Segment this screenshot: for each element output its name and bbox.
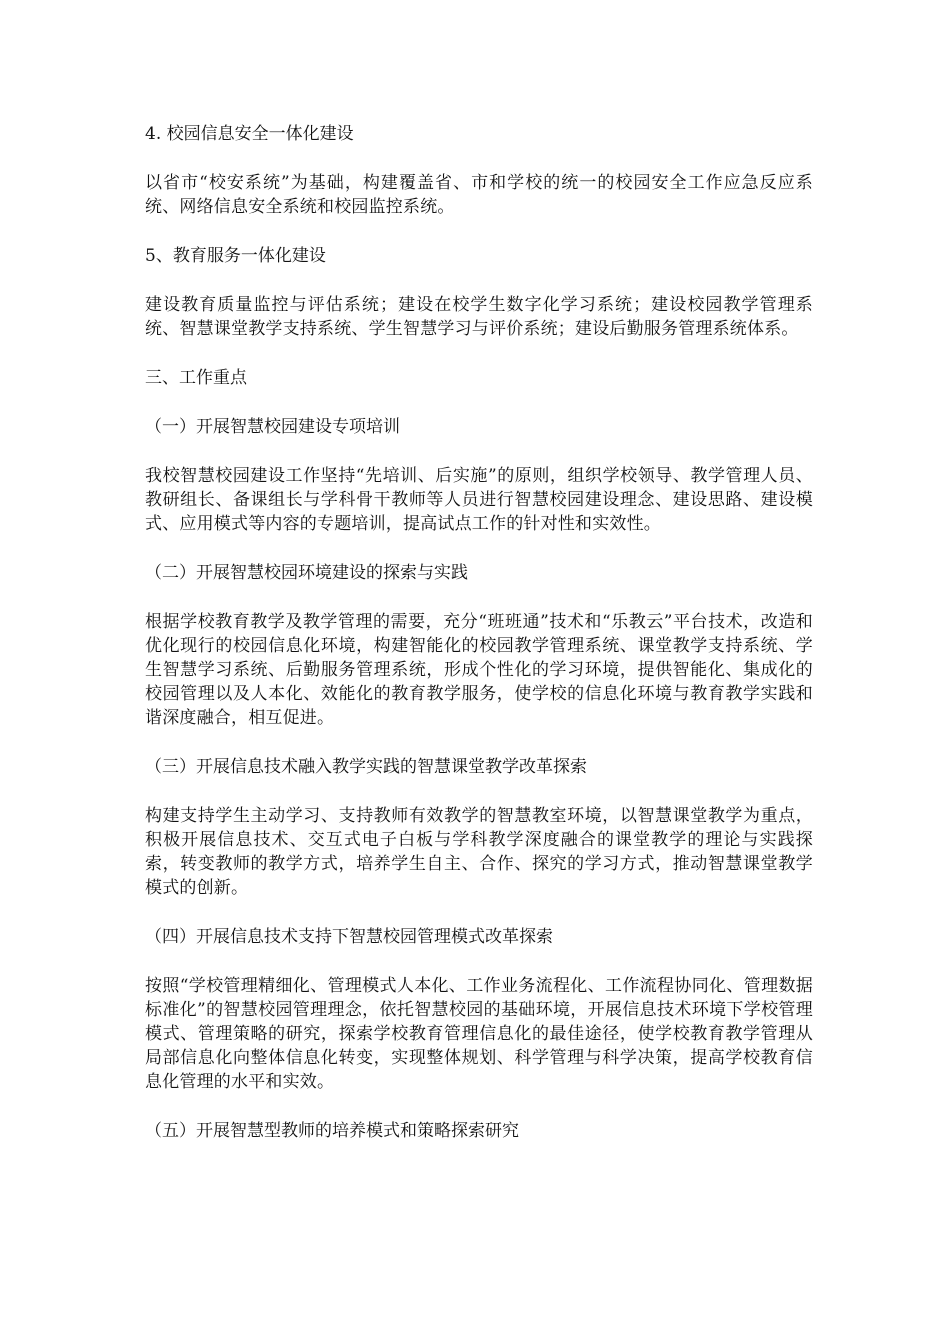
subsection-heading-5: （五）开展智慧型教师的培养模式和策略探索研究 xyxy=(145,1121,519,1141)
section-heading-campus-security: 4. 校园信息安全一体化建设 xyxy=(145,124,354,144)
subsection-heading-3: （三）开展信息技术融入教学实践的智慧课堂教学改革探索 xyxy=(145,757,587,777)
subsection-heading-4: （四）开展信息技术支持下智慧校园管理模式改革探索 xyxy=(145,927,553,947)
paragraph-campus-security: 以省市“校安系统”为基础，构建覆盖省、市和学校的统一的校园安全工作应急反应系统、网络信息安全系统和校园监控系统。 xyxy=(145,173,813,217)
paragraph-subsection-2: 根据学校教育教学及教学管理的需要，充分“班班通”技术和“乐教云”平台技术，改造和优化现行的校园信息化环境，构建智能化的校园教学管理系统、课堂教学支持系统、学生智慧学习系统、后勤服务管理系统，形成个性化的学习环境，提供智能化、集成化的校园管理以及人本化、效能化的教育教学服务，使学校的信息化环境与教育教学实践和谐深度融合，相互促进。 xyxy=(145,612,813,728)
paragraph-subsection-1: 我校智慧校园建设工作坚持“先培训、后实施”的原则，组织学校领导、教学管理人员、教研组长、备课组长与学科骨干教师等人员进行智慧校园建设理念、建设思路、建设模式、应用模式等内容的专题培训，提高试点工作的针对性和实效性。 xyxy=(145,466,813,534)
paragraph-subsection-4: 按照“学校管理精细化、管理模式人本化、工作业务流程化、工作流程协同化、管理数据标准化”的智慧校园管理理念，依托智慧校园的基础环境，开展信息技术环境下学校管理模式、管理策略的研究，探索学校教育管理信息化的最佳途径，使学校教育教学管理从局部信息化向整体信息化转变，实现整体规划、科学管理与科学决策，提高学校教育信息化管理的水平和实效。 xyxy=(145,976,813,1092)
document-page xyxy=(145,122,813,1168)
paragraph-subsection-3: 构建支持学生主动学习、支持教师有效教学的智慧教室环境，以智慧课堂教学为重点，积极开展信息技术、交互式电子白板与学科教学深度融合的课堂教学的理论与实践探索，转变教师的教学方式，培养学生自主、合作、探究的学习方式，推动智慧课堂教学模式的创新。 xyxy=(145,806,813,898)
paragraph-education-services: 建设教育质量监控与评估系统；建设在校学生数字化学习系统；建设校园教学管理系统、智慧课堂教学支持系统、学生智慧学习与评价系统；建设后勤服务管理系统体系。 xyxy=(145,295,813,339)
section-heading-work-focus: 三、工作重点 xyxy=(145,368,247,388)
subsection-heading-1: （一）开展智慧校园建设专项培训 xyxy=(145,417,400,437)
subsection-heading-2: （二）开展智慧校园环境建设的探索与实践 xyxy=(145,563,468,583)
section-heading-education-services: 5、教育服务一体化建设 xyxy=(145,246,326,266)
